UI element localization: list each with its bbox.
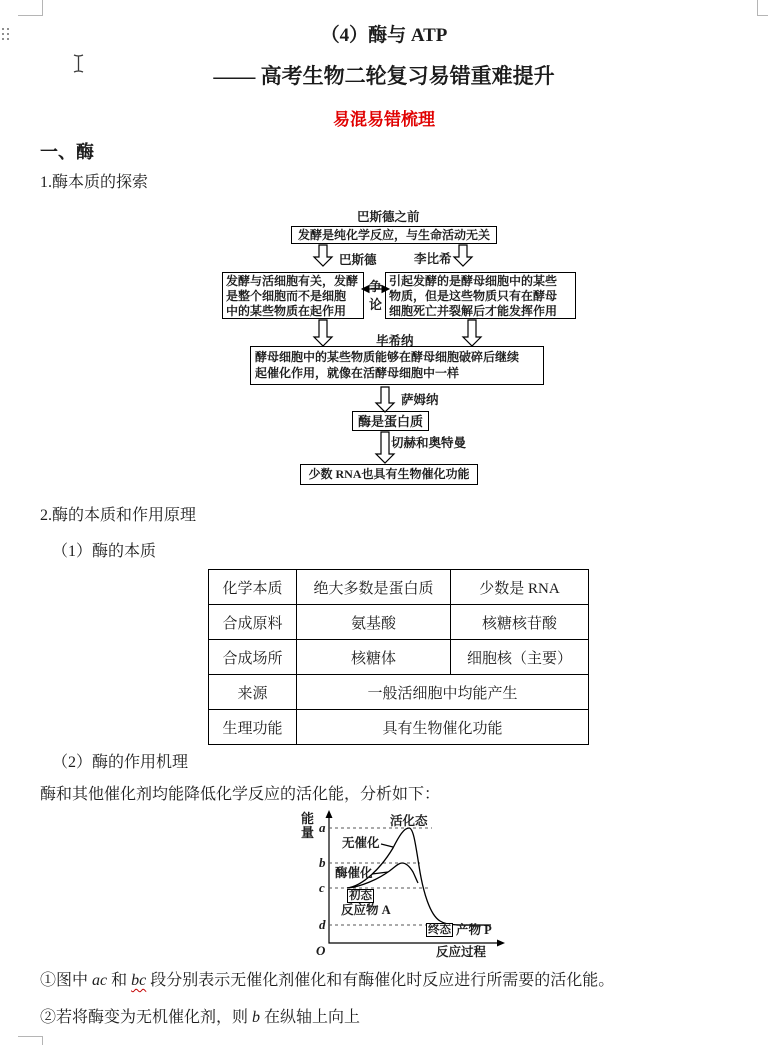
note-2: ②若将酶变为无机催化剂，则 b 在纵轴上向上 xyxy=(40,1009,361,1026)
point-b: b xyxy=(252,1009,261,1026)
flow-box-pure-chemical: 发酵是纯化学反应，与生命活动无关 xyxy=(291,226,497,244)
table-cell: 细胞核（主要） xyxy=(451,640,589,675)
table-cell: 化学本质 xyxy=(209,570,297,605)
initial-state-box: 初态 xyxy=(349,890,372,902)
enzyme-discovery-flowchart xyxy=(0,200,768,495)
table-row xyxy=(209,570,589,605)
table-cell: 生理功能 xyxy=(209,710,297,745)
flow-label-debate-bottom: 论 xyxy=(369,297,383,312)
flow-box-liebig-view: 引起发酵的是酵母细胞中的某些 物质，但是这些物质只有在酵母 细胞死亡并裂解后才能发挥作用 xyxy=(385,272,576,319)
flow-label-buchner: 毕希纳 xyxy=(376,334,414,348)
flow-label-cech-altman: 切赫和奥特曼 xyxy=(391,436,467,450)
table-cell: 绝大多数是蛋白质 xyxy=(297,570,451,605)
page-corner-mark-bottom-left xyxy=(18,1036,43,1045)
flow-box-enzyme-protein: 酶是蛋白质 xyxy=(352,411,429,431)
final-state-box: 终态 xyxy=(428,924,451,936)
table-cell: 核糖核苷酸 xyxy=(451,605,589,640)
down-arrow-icon xyxy=(314,245,332,266)
tick-c: c xyxy=(319,880,325,895)
x-axis-arrow-icon xyxy=(497,940,505,947)
table-row xyxy=(209,640,589,675)
table-cell: 氨基酸 xyxy=(297,605,451,640)
product-label: 产物 P xyxy=(456,923,492,937)
energy-curves xyxy=(295,808,527,960)
flow-label-pasteur: 巴斯德 xyxy=(339,253,377,267)
flow-box-pasteur-view: 发酵与活细胞有关，发酵 是整个细胞而不是细胞 中的某些物质在起作用 xyxy=(222,272,364,319)
flow-box-buchner-finding: 酵母细胞中的某些物质能够在酵母细胞破碎后继续 起催化作用，就像在活酵母细胞中一样 xyxy=(250,346,544,385)
activated-state-label: 活化态 xyxy=(390,814,428,828)
section-2-sub-1: （1）酶的本质 xyxy=(52,543,157,560)
flow-box-rna-catalytic: 少数 RNA也具有生物催化功能 xyxy=(300,464,478,485)
enzyme-catalyzed-label: 酶催化 xyxy=(335,866,373,880)
page-corner-mark-top-left xyxy=(18,0,43,16)
flow-label-sumner: 萨姆纳 xyxy=(401,393,439,407)
segment-ac: ac xyxy=(92,972,108,989)
table-row xyxy=(209,710,589,745)
table-cell: 合成场所 xyxy=(209,640,297,675)
table-row xyxy=(209,675,589,710)
table-cell: 少数是 RNA xyxy=(451,570,589,605)
page-title: （4）酶与 ATP xyxy=(320,25,448,46)
uncatalyzed-label-line xyxy=(381,844,393,847)
tick-b: b xyxy=(319,855,326,870)
down-arrow-icon xyxy=(454,245,472,266)
enzyme-nature-table xyxy=(208,569,589,745)
table-cell: 核糖体 xyxy=(297,640,451,675)
table-cell: 合成原料 xyxy=(209,605,297,640)
reactant-label: 反应物 A xyxy=(341,903,391,917)
section-1-subheading: 1.酶本质的探索 xyxy=(40,174,149,191)
origin-label: O xyxy=(316,943,326,958)
flow-label-debate-top: 争 xyxy=(369,279,383,294)
section-2-sub-2: （2）酶的作用机理 xyxy=(52,754,189,771)
uncatalyzed-label: 无催化 xyxy=(342,836,380,850)
flow-label-liebig: 李比希 xyxy=(414,252,452,266)
mechanism-paragraph: 酶和其他催化剂均能降低化学反应的活化能，分析如下： xyxy=(40,786,441,803)
section-1-heading: 一、酶 xyxy=(40,142,94,162)
down-arrow-icon xyxy=(463,320,481,346)
flow-label-before-pasteur: 巴斯德之前 xyxy=(357,210,420,224)
down-arrow-icon xyxy=(376,387,394,412)
segment-bc: bc xyxy=(131,972,147,989)
note-1: ①图中 ac 和 bc 段分别表示无催化剂催化和有酶催化时反应进行所需要的活化能。 xyxy=(40,972,615,989)
down-arrow-icon xyxy=(314,320,332,346)
x-axis-label: 反应过程 xyxy=(436,945,487,959)
y-axis-arrow-icon xyxy=(326,810,333,818)
table-cell: 来源 xyxy=(209,675,297,710)
tick-a: a xyxy=(319,820,326,835)
red-section-heading: 易混易错梳理 xyxy=(333,110,435,129)
table-cell: 一般活细胞中均能产生 xyxy=(297,675,589,710)
activation-energy-diagram xyxy=(295,808,527,960)
y-axis-label: 能量 xyxy=(301,811,315,840)
page-subtitle: —— 高考生物二轮复习易错重难提升 xyxy=(213,64,555,88)
tick-d: d xyxy=(319,917,326,932)
table-cell: 具有生物催化功能 xyxy=(297,710,589,745)
table-row xyxy=(209,605,589,640)
section-2-heading: 2.酶的本质和作用原理 xyxy=(40,507,197,524)
page-corner-mark-top-right xyxy=(757,0,768,16)
